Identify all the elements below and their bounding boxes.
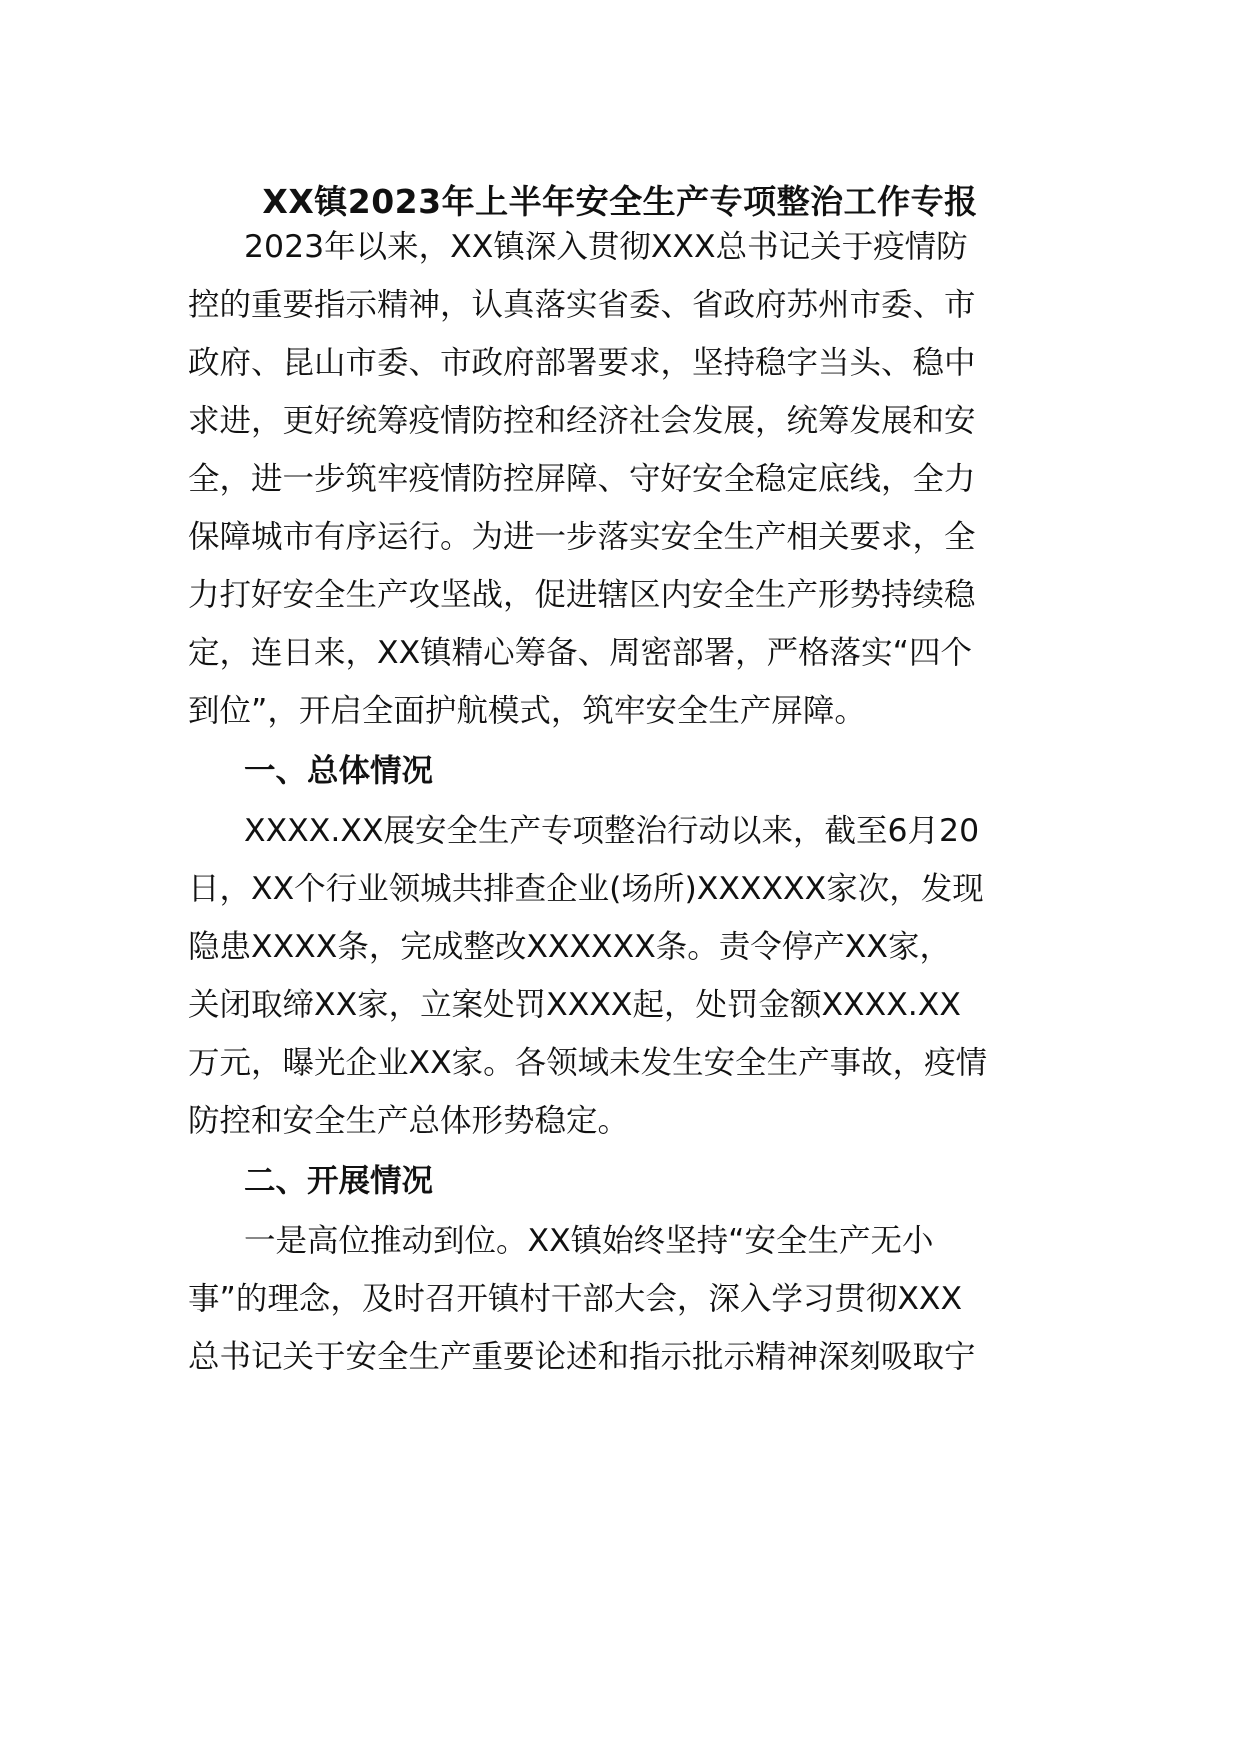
paragraph-line: 全，进一步筑牢疫情防控屏障、守好安全稳定底线，全力 [188,461,976,497]
paragraph-line: 日，XX个行业领城共排查企业(场所)XXXXXX家次，发现 [188,871,984,907]
paragraph-line: 控的重要指示精神，认真落实省委、省政府苏州市委、市 [188,287,976,323]
paragraph-line: 求进，更好统筹疫情防控和经济社会发展，统筹发展和安 [188,403,976,439]
paragraph-line: XXXX.XX展安全生产专项整治行动以来，截至6月20 [244,813,980,849]
paragraph-line: 力打好安全生产攻坚战，促进辖区内安全生产形势持续稳 [188,577,976,613]
paragraph-line: 事”的理念，及时召开镇村干部大会，深入学习贯彻XXX [188,1281,963,1317]
paragraph-line: 政府、昆山市委、市政府部署要求，坚持稳字当头、稳中 [188,345,976,381]
paragraph-line: 关闭取缔XX家，立案处罚XXXX起，处罚金额XXXX.XX [188,987,961,1023]
paragraph-line: 2023年以来，XX镇深入贯彻XXX总书记关于疫情防 [244,229,968,265]
paragraph-line: 万元，曝光企业XX家。各领域未发生安全生产事故，疫情 [188,1045,988,1081]
paragraph-line: 一是高位推动到位。XX镇始终坚持“安全生产无小 [244,1223,934,1259]
section-heading: 一、总体情况 [244,753,434,789]
paragraph-line: 保障城市有序运行。为进一步落实安全生产相关要求，全 [188,519,976,555]
paragraph-line: 总书记关于安全生产重要论述和指示批示精神深刻吸取宁 [188,1339,976,1375]
document-title: XX镇2023年上半年安全生产专项整治工作专报 [262,182,978,221]
paragraph-line: 防控和安全生产总体形势稳定。 [188,1103,630,1139]
paragraph-line: 到位”，开启全面护航模式，筑牢安全生产屏障。 [188,693,866,729]
paragraph-line: 隐患XXXX条，完成整改XXXXXX条。责令停产XX家， [188,929,951,965]
section-heading: 二、开展情况 [244,1163,434,1199]
paragraph-line: 定，连日来，XX镇精心筹备、周密部署，严格落实“四个 [188,635,972,671]
